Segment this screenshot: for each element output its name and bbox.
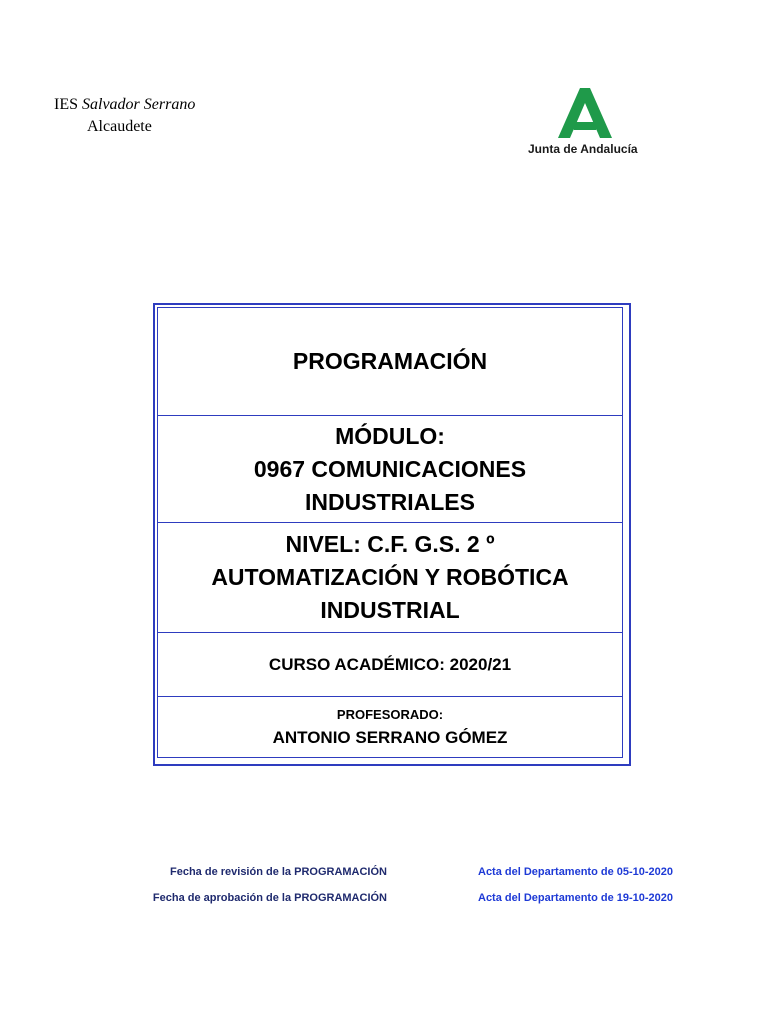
module-label: MÓDULO: [335,422,445,449]
school-name-line [54,94,195,116]
junta-andalucia-logo [524,86,648,160]
school-header [54,94,195,138]
junta-andalucia-emblem-icon [556,86,614,140]
module-name-line2: INDUSTRIALES [305,488,475,515]
module-name-line1: 0967 COMUNICACIONES [253,455,527,482]
document-title: PROGRAMACIÓN [292,348,488,374]
staff-name: ANTONIO SERRANO GÓMEZ [272,727,508,747]
logo-text: Junta de Andalucía [528,142,638,156]
approval-value: Acta del Departamento de 19-10-2020 [478,892,674,904]
level-line3: INDUSTRIAL [320,597,460,623]
staff-label: PROFESORADO: [336,706,444,722]
cover-frame [153,303,631,766]
school-name: Salvador Serrano [82,96,196,113]
course-cell [158,633,622,697]
level-line2: AUTOMATIZACIÓN Y ROBÓTICA [211,564,569,590]
title-cell [158,308,622,416]
school-town: Alcaudete [87,118,152,135]
level-line1: NIVEL: C.F. G.S. 2 º [285,531,495,557]
approval-label: Fecha de aprobación de la PROGRAMACIÓN [152,892,387,904]
staff-cell [158,697,622,758]
module-cell [158,416,622,523]
revision-label: Fecha de revisión de la PROGRAMACIÓN [170,866,387,878]
academic-year: CURSO ACADÉMICO: 2020/21 [268,654,512,674]
level-cell [158,523,622,633]
cover-table [157,307,623,758]
school-prefix: IES [54,96,78,113]
revision-value: Acta del Departamento de 05-10-2020 [478,866,674,878]
